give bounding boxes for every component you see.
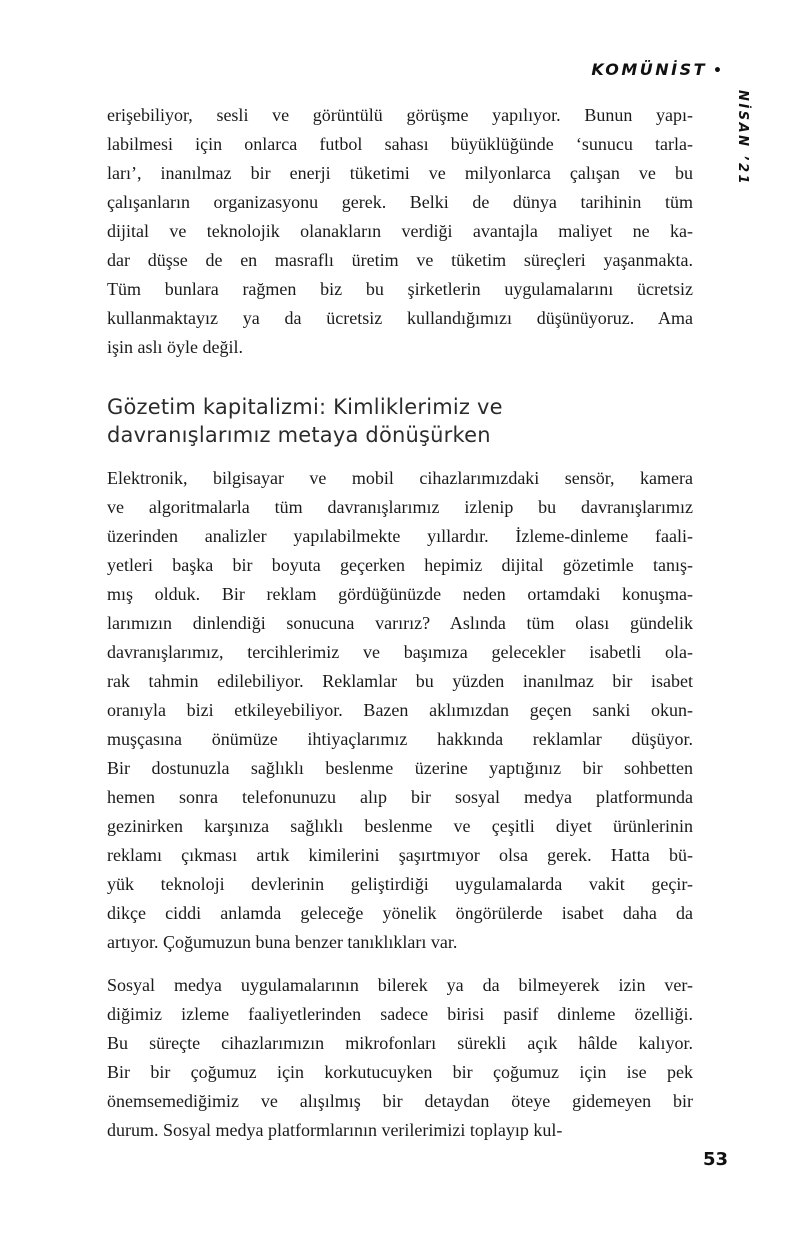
issue-label-vertical: NİSAN ’21	[735, 90, 750, 187]
text-line: rak tahmin edilebiliyor. Reklamlar bu yüzden inanılmaz bir isabet	[107, 671, 693, 691]
magazine-masthead	[591, 60, 722, 79]
text-line: çalışanların organizasyonu gerek. Belki de dünya tarihinin tüm	[107, 192, 693, 212]
text-line: mış olduk. Bir reklam gördüğünüzde neden ortamdaki konuşma-	[107, 584, 693, 604]
text-line: reklamı çıkması artık kimilerini şaşırtmıyor olsa gerek. Hatta bü-	[107, 845, 693, 865]
text-line: davranışlarımız, tercihlerimiz ve başımıza gelecekler isabetli ola-	[107, 642, 693, 662]
text-line: Sosyal medya uygulamalarının bilerek ya da bilmeyerek izin ver-	[107, 975, 693, 995]
text-line: Elektronik, bilgisayar ve mobil cihazlarımızdaki sensör, kamera	[107, 468, 693, 488]
text-line: oranıyla bizi etkileyebiliyor. Bazen aklımızdan geçen sanki okun-	[107, 700, 693, 720]
article-body	[107, 101, 693, 1145]
text-line: erişebiliyor, sesli ve görüntülü görüşme yapılıyor. Bunun yapı-	[107, 105, 693, 125]
text-line: Bu süreçte cihazlarımızın mikrofonları sürekli açık hâlde kalıyor.	[107, 1033, 693, 1053]
text-line: labilmesi için onlarca futbol sahası büyüklüğünde ‘sunucu tarla-	[107, 134, 693, 154]
text-line: üzerinden analizler yapılabilmekte yıllardır. İzleme-dinleme faali-	[107, 526, 693, 546]
magazine-title: KOMÜNİST	[591, 60, 708, 79]
paragraph-passive-listening	[107, 971, 693, 1145]
text-line: kullanmaktayız ya da ücretsiz kullandığımızı düşünüyoruz. Ama	[107, 308, 693, 328]
text-line: ları’, inanılmaz bir enerji tüketimi ve milyonlarca çalışan ve bu	[107, 163, 693, 183]
text-line: yetleri başka bir boyuta geçerken hepimiz dijital gözetimle tanış-	[107, 555, 693, 575]
text-line: muşçasına önümüze ihtiyaçlarımız hakkında reklamlar düşüyor.	[107, 729, 693, 749]
text-line: hemen sonra telefonunuzu alıp bir sosyal medya platformunda	[107, 787, 693, 807]
text-line: Bir bir çoğumuz için korkutucuyken bir çoğumuz için ise pek	[107, 1062, 693, 1082]
text-line: diğimiz izleme faaliyetlerinden sadece birisi pasif dinleme özelliği.	[107, 1004, 693, 1024]
text-line: gezinirken karşınıza sağlıklı beslenme ve çeşitli diyet ürünlerinin	[107, 816, 693, 836]
intro-paragraph	[107, 101, 693, 362]
text-line: davranışlarımız metaya dönüşürken	[107, 423, 491, 447]
text-line: ve algoritmalarla tüm davranışlarımız izlenip bu davranışlarımız	[107, 497, 693, 517]
text-line: yük teknoloji devlerinin geliştirdiği uygulamalarda vakit geçir-	[107, 874, 693, 894]
text-line: dijital ve teknolojik olanakların verdiği avantajla maliyet ne ka-	[107, 221, 693, 241]
text-line: Tüm bunlara rağmen biz bu şirketlerin uygulamalarını ücretsiz	[107, 279, 693, 299]
text-line: işin aslı öyle değil.	[107, 337, 243, 357]
text-line: Gözetim kapitalizmi: Kimliklerimiz ve	[107, 395, 503, 419]
text-line: artıyor. Çoğumuzun buna benzer tanıklıkları var.	[107, 932, 458, 952]
text-line: durum. Sosyal medya platformlarının verilerimizi toplayıp kul-	[107, 1120, 563, 1140]
text-line: dar düşse de en masraflı üretim ve tüketim süreçleri yaşanmakta.	[107, 250, 693, 270]
page-number: 53	[702, 1149, 728, 1170]
text-line: Bir dostunuzla sağlıklı beslenme üzerine yaptığınız bir sohbetten	[107, 758, 693, 778]
text-line: larımızın dinlendiği sonucuna varırız? Aslında tüm olası gündelik	[107, 613, 693, 633]
paragraph-surveillance-capitalism	[107, 464, 693, 957]
text-line: önemsemediğimiz ve alışılmış bir detaydan öteye gidemeyen bir	[107, 1091, 693, 1111]
masthead-bullet: •	[713, 63, 722, 79]
section-heading	[107, 393, 693, 449]
text-line: dikçe ciddi anlamda geleceğe yönelik öngörülerde isabet daha da	[107, 903, 693, 923]
